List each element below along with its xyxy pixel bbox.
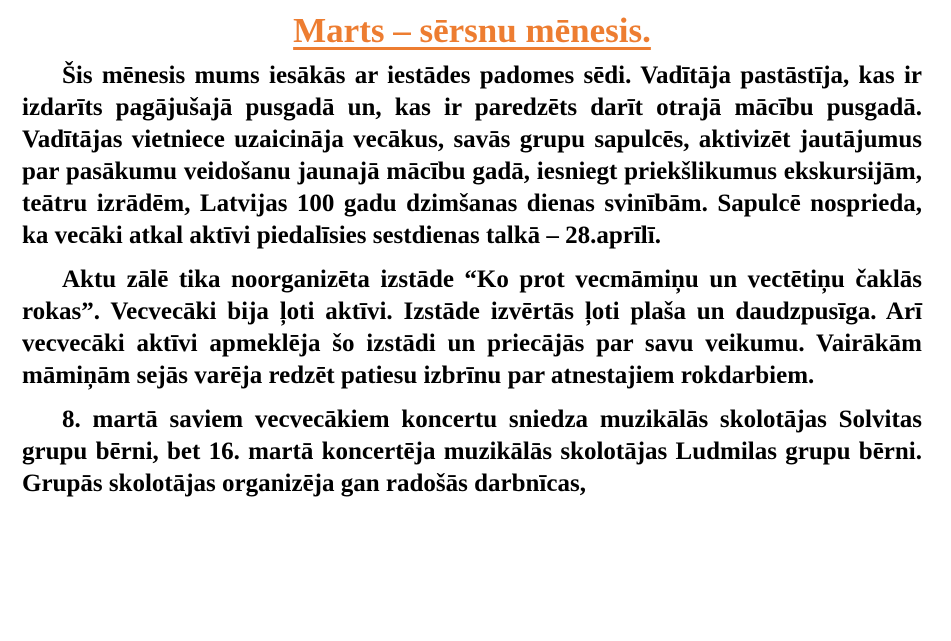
paragraph-3: 8. martā saviem vecvecākiem koncertu sniedza muzikālās skolotājas Solvitas grupu bērni, bet 16. martā koncertēja muzikālās skolotājas Ludmilas grupu bērni. Grupās skolotājas organizēja gan radošās darbnīcas,	[22, 406, 922, 497]
paragraph-1: Šis mēnesis mums iesākās ar iestādes padomes sēdi. Vadītāja pastāstīja, kas ir izdarīts pagājušajā pusgadā un, kas ir paredzēts darīt otrajā mācību pusgadā. Vadītājas vietniece uzaicināja vecākus, savās grupu sapulcēs, aktivizēt jautājumus par pasākumu veidošanu jaunajā mācību gadā, iesniegt priekšlikumus ekskursijām, teātru izrādēm, Latvijas 100 gadu dzimšanas dienas svinībām. Sapulcē nosprieda, ka vecāki atkal aktīvi piedalīsies sestdienas talkā – 28.aprīlī.	[22, 62, 922, 249]
paragraph-2: Aktu zālē tika noorganizēta izstāde “Ko prot vecmāmiņu un vectētiņu čaklās rokas”. Vecvecāki bija ļoti aktīvi. Izstāde izvērtās ļoti plaša un daudzpusīga. Arī vecvecāki aktīvi apmeklēja šo izstādi un priecājās par savu veikumu. Vairākām māmiņām sejās varēja redzēt patiesu izbrīnu par atnestajiem rokdarbiem.	[22, 266, 922, 389]
document-page	[22, 8, 922, 512]
page-title: Marts – sērsnu mēnesis.	[293, 11, 651, 50]
